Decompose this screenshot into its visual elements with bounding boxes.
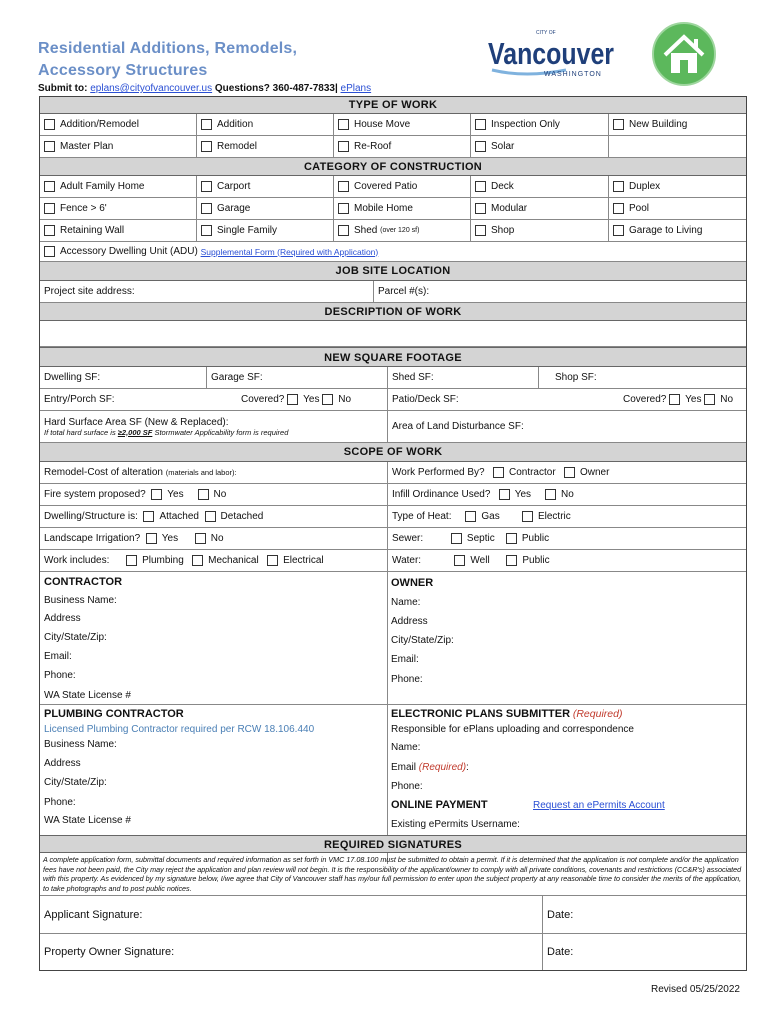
option-label: Plumbing [142,555,184,566]
field-label: Remodel-Cost of alteration [44,467,163,478]
field-label: Water: [392,555,422,566]
description-field[interactable] [40,321,746,347]
category-row-1 [40,176,746,198]
project-address-field[interactable] [40,281,373,302]
sewer-public-checkbox[interactable] [506,533,517,544]
owner-address-field[interactable]: Address [391,615,428,627]
septic-checkbox[interactable] [451,533,462,544]
checkbox[interactable] [44,225,55,236]
adu-label: Accessory Dwelling Unit (ADU) [60,246,198,257]
option-label: Inspection Only [491,119,560,130]
adu-supplemental-form-link[interactable]: Supplemental Form (Required with Application) [200,246,379,257]
option-label: Modular [491,203,528,214]
title-line-1: Residential Additions, Remodels, [38,40,298,57]
sqft-heading: NEW SQUARE FOOTAGE [40,347,746,367]
scope-row-1 [40,462,746,484]
shop-sf-field[interactable] [538,367,746,388]
covered-yes-checkbox[interactable] [669,394,680,405]
option-label: Well [470,555,490,566]
logo-city-name: Vancouver [488,36,614,71]
no-label: No [210,533,224,544]
yes-label: Yes [514,489,532,500]
revision-date: Revised 05/25/2022 [651,984,740,995]
scope-row-3 [40,506,746,528]
option-label: Addition/Remodel [60,119,139,130]
yes-label: Yes [685,394,702,405]
attached-checkbox[interactable] [143,511,154,522]
sqft-row-2 [40,389,746,411]
sqft-row-3 [40,411,746,443]
field-label: Shed SF: [392,372,434,383]
eplans-email-field[interactable]: Email (Required) : [391,761,469,773]
category-heading: CATEGORY OF CONSTRUCTION [40,158,746,176]
field-label: Work Performed By? [392,467,485,478]
questions-text: Questions? 360-487-7833| [214,83,338,94]
no-label: No [720,394,734,405]
water-public-checkbox[interactable] [506,555,517,566]
option-label: Solar [491,141,515,152]
fire-yes-checkbox[interactable] [151,489,162,500]
option-label: Public [522,555,550,566]
epermits-username-field[interactable]: Existing ePermits Username: [391,818,520,830]
applicant-date-field[interactable]: Date: [542,896,746,933]
signature-agreement-text: A complete application form, submittal documents and required information as set forth in VMC 17.08.100 must be submitted to obtain a permit. If it is determined that the application is not complete and/or the application fees have not been paid, the City may reject the application and plan review will not begin. It is the responsibility of the applicant/owner to comply with all private conditions, covenants and restrictions (CC&R's) associated with this property. As evidenced by my signature below, I/we agree that City of Vancouver staff has my/our full permission to enter upon the subject property at any reasonable time to consider the merits of the application, to take photographs and to post public notices. [40,853,746,896]
cost-of-alteration-field[interactable] [40,462,387,483]
field-label: Fire system proposed? [44,489,146,500]
option-label: Master Plan [60,141,114,152]
contractor-checkbox[interactable] [493,467,504,478]
land-disturbance-field[interactable] [387,411,746,442]
submit-email-link[interactable]: eplans@cityofvancouver.us [90,83,213,94]
applicant-signature-row [40,896,746,934]
parcel-field[interactable] [373,281,746,302]
checkbox[interactable] [475,119,486,130]
option-label: Shed [354,225,378,236]
option-label: Electrical [283,555,324,566]
option-label: Pool [629,203,650,214]
fire-no-checkbox[interactable] [198,489,209,500]
yes-label: Yes [167,489,184,500]
signatures-heading: REQUIRED SIGNATURES [40,835,746,853]
submit-line [38,83,371,94]
option-label: Contractor [508,467,556,478]
plumbing-contractor-heading: PLUMBING CONTRACTOR [44,708,184,720]
option-label: Mobile Home [354,203,413,214]
field-label: Type of Heat: [392,511,452,522]
dwelling-sf-field[interactable] [40,367,206,388]
field-label: Infill Ordinance Used? [392,489,491,500]
gas-checkbox[interactable] [465,511,476,522]
option-label: Attached [159,511,199,522]
option-label: Single Family [217,225,278,236]
option-label: Carport [217,181,251,192]
checkbox[interactable] [475,225,486,236]
checkbox[interactable] [44,119,55,130]
option-label: Garage [217,203,251,214]
infill-no-checkbox[interactable] [545,489,556,500]
contractor-phone-field[interactable]: Phone: [44,669,76,681]
field-label: Hard Surface Area SF (New & Replaced): [44,416,229,428]
yes-label: Yes [161,533,179,544]
checkbox[interactable] [613,181,624,192]
plumbing-license-note: Licensed Plumbing Contractor required per RCW 18.106.440 [44,723,315,735]
option-label: New Building [629,119,688,130]
owner-date-field[interactable]: Date: [542,934,746,970]
option-label: Covered Patio [354,181,418,192]
no-label: No [213,489,227,500]
covered-no-checkbox[interactable] [322,394,333,405]
detached-checkbox[interactable] [205,511,216,522]
eplans-link[interactable]: ePlans [340,83,372,94]
owner-phone-field[interactable]: Phone: [391,673,423,685]
shed-sf-field[interactable] [387,367,538,388]
plumbing-business-name-field[interactable]: Business Name: [44,739,117,750]
option-label: Deck [491,181,514,192]
checkbox[interactable] [44,181,55,192]
checkbox[interactable] [201,203,212,214]
covered-label: Covered? [623,394,667,405]
title-line-2: Accessory Structures [38,62,208,79]
checkbox[interactable] [338,119,349,130]
eplans-note: Responsible for ePlans uploading and correspondence [391,723,634,735]
field-label: Project site address: [44,286,135,297]
checkbox[interactable] [338,181,349,192]
no-label: No [560,489,574,500]
option-label: Re-Roof [354,141,392,152]
option-label: Detached [220,511,264,522]
field-label: Patio/Deck SF: [392,394,459,405]
yes-label: Yes [303,394,320,405]
job-site-heading: JOB SITE LOCATION [40,262,746,281]
option-label: Fence > 6' [60,203,107,214]
patio-deck-sf-field[interactable] [387,389,746,410]
plumbing-city-field[interactable]: City/State/Zip: [44,776,107,788]
request-epermits-account-link[interactable]: Request an ePermits Account [533,799,665,811]
option-label: Shop [491,225,515,236]
contractor-license-field[interactable]: WA State License # [44,689,131,701]
checkbox[interactable] [475,181,486,192]
type-of-work-heading: TYPE OF WORK [40,97,746,114]
well-checkbox[interactable] [454,555,465,566]
logo-city-of: CITY OF [536,30,556,36]
eplans-submitter-heading: ELECTRONIC PLANS SUBMITTER (Required) [391,708,623,720]
adu-row [40,242,746,262]
option-label: Public [521,533,550,544]
contractor-address-field[interactable]: Address [44,612,81,624]
hard-surface-field[interactable] [40,411,387,442]
garage-sf-field[interactable] [206,367,387,388]
entry-porch-sf-field[interactable] [40,389,387,410]
option-label: Addition [217,119,254,130]
scope-row-4 [40,528,746,550]
category-row-3 [40,220,746,242]
option-label: Mechanical [208,555,259,566]
owner-city-field[interactable]: City/State/Zip: [391,634,454,646]
covered-label: Covered? [241,394,285,405]
job-site-row [40,281,746,303]
option-label: Garage to Living [629,225,703,236]
electric-checkbox[interactable] [522,511,533,522]
option-label: Duplex [629,181,661,192]
checkbox[interactable] [201,141,212,152]
applicant-signature-field[interactable]: Applicant Signature: [44,908,143,921]
checkbox[interactable] [613,203,624,214]
checkbox[interactable] [475,141,486,152]
hard-surface-note: If total hard surface is ≥2,000 SF Stormwater Applicability form is required [44,427,289,437]
field-label: Dwelling/Structure is: [44,511,138,522]
plumbing-checkbox[interactable] [126,555,137,566]
permit-application-form [39,96,747,971]
option-label: Retaining Wall [60,225,125,236]
submit-label: Submit to: [38,83,88,94]
scope-row-2 [40,484,746,506]
cost-note: (materials and labor): [165,468,237,477]
owner-heading: OWNER [391,577,434,589]
checkbox[interactable] [201,181,212,192]
field-label: Landscape Irrigation? [44,533,141,544]
plumbing-phone-field[interactable]: Phone: [44,796,76,808]
option-label: Owner [580,467,610,478]
scope-heading: SCOPE OF WORK [40,443,746,462]
contractor-email-field[interactable]: Email: [44,650,72,662]
city-of-vancouver-logo [486,26,616,84]
owner-checkbox[interactable] [564,467,575,478]
checkbox[interactable] [338,225,349,236]
online-payment-row [391,797,488,813]
category-row-2 [40,198,746,220]
owner-signature-field[interactable]: Property Owner Signature: [44,946,175,958]
field-label: Shop SF: [555,372,597,383]
irrigation-no-checkbox[interactable] [195,533,206,544]
checkbox[interactable] [613,225,624,236]
field-label: Work includes: [44,555,110,566]
covered-no-checkbox[interactable] [704,394,715,405]
scope-row-5 [40,550,746,572]
field-label: Entry/Porch SF: [44,394,115,405]
eplans-phone-field[interactable]: Phone: [391,780,423,792]
field-label: Garage SF: [211,372,263,383]
plumbing-address-field[interactable]: Address [44,757,81,769]
field-label: Dwelling SF: [44,372,101,383]
type-of-work-row-2 [40,136,746,158]
shed-size-note: (over 120 sf) [380,227,420,234]
sqft-row-1 [40,367,746,389]
checkbox[interactable] [44,203,55,214]
house-icon [652,22,716,86]
checkbox[interactable] [201,119,212,130]
covered-yes-checkbox[interactable] [287,394,298,405]
contractor-city-field[interactable]: City/State/Zip: [44,631,107,643]
owner-name-field[interactable]: Name: [391,596,421,608]
checkbox[interactable] [613,119,624,130]
option-label: Gas [481,511,500,522]
field-label: Sewer: [392,533,424,544]
checkbox[interactable] [338,203,349,214]
checkbox[interactable] [44,141,55,152]
contractor-business-name-field[interactable]: Business Name: [44,594,117,606]
option-label: Electric [537,511,571,522]
online-payment-heading: ONLINE PAYMENT [391,799,488,811]
eplans-name-field[interactable]: Name: [391,741,421,753]
checkbox[interactable] [475,203,486,214]
irrigation-yes-checkbox[interactable] [146,533,157,544]
electrical-checkbox[interactable] [267,555,278,566]
form-title [38,38,297,82]
checkbox[interactable] [338,141,349,152]
owner-signature-row [40,934,746,970]
logo-state: WASHINGTON [544,71,602,78]
checkbox[interactable] [201,225,212,236]
plumbing-license-field[interactable]: WA State License # [44,814,131,826]
owner-email-field[interactable]: Email: [391,653,419,665]
contractor-heading: CONTRACTOR [44,576,123,588]
adu-checkbox[interactable] [44,246,55,257]
description-heading: DESCRIPTION OF WORK [40,303,746,321]
infill-yes-checkbox[interactable] [499,489,510,500]
field-label: Area of Land Disturbance SF: [392,421,524,432]
mechanical-checkbox[interactable] [192,555,203,566]
option-label: Remodel [217,141,258,152]
option-label: Adult Family Home [60,181,145,192]
option-label: Septic [466,533,495,544]
option-label: House Move [354,119,411,130]
field-label: Parcel #(s): [378,286,430,297]
type-of-work-row-1 [40,114,746,136]
no-label: No [338,394,352,405]
